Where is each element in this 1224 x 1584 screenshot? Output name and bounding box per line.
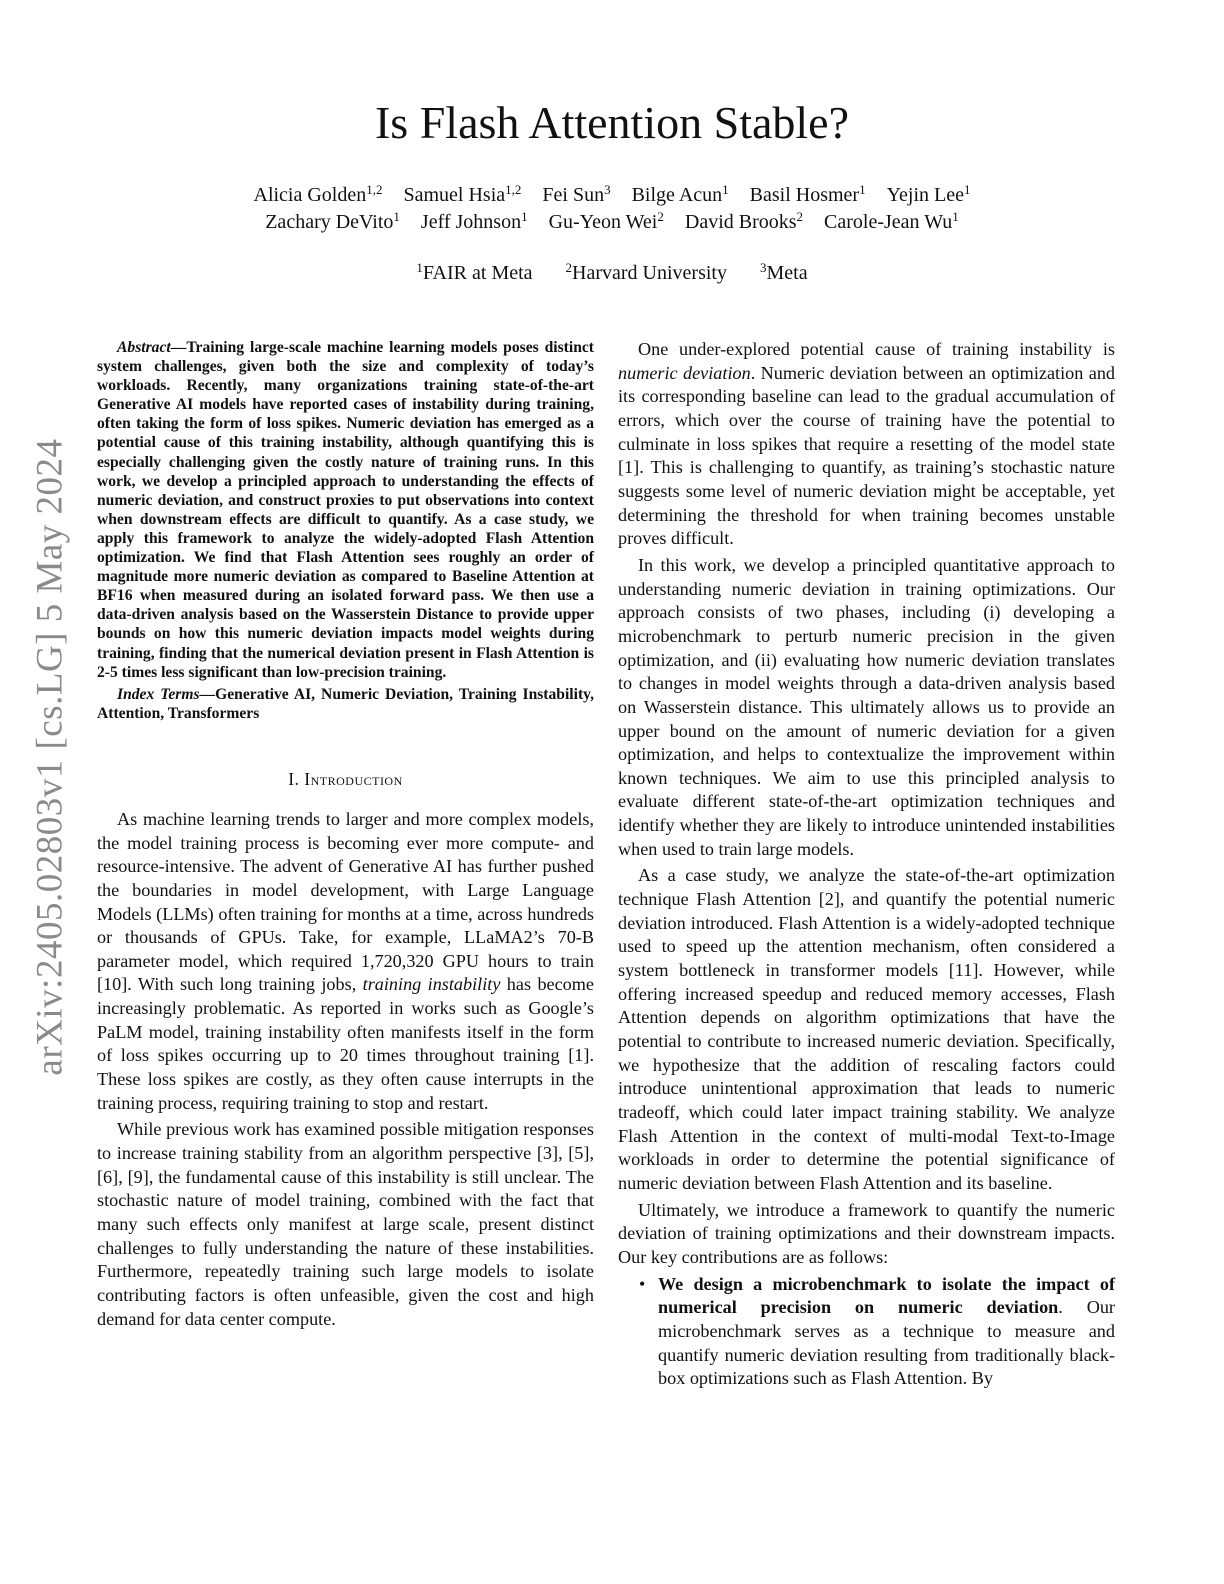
author: David Brooks$^2$ <box>684 209 804 233</box>
arxiv-identifier: arXiv:2405.02803v1 [cs.LG] 5 May 2024 <box>29 438 71 1076</box>
author: Jeff Johnson$^1$ <box>420 209 528 233</box>
author-list-row-2 <box>150 209 1074 236</box>
list-item: • We design a microbenchmark to isolate the impact of numerical precision on numeric deviation. Our microbenchmark serves as a technique to measure and quantify numeric deviation resulting from traditionally black-box optimizations such as Flash Attention. By <box>639 1273 1115 1389</box>
affiliation: $^3$Meta <box>759 260 808 284</box>
left-column <box>97 338 594 1334</box>
body-paragraph: In this work, we develop a principled quantitative approach to understanding numeric deviation in training optimizations. Our approach consists of two phases, including (i) developing a microbenchmark to perturb numeric precision in the given optimization, and (ii) evaluating how numeric deviation translates to changes in model weights through a data-driven analysis based on Wasserstein distance. This ultimately allows us to provide an upper bound on the amount of numeric deviation for a given optimization, and helps to contextualize the improvement within known techniques. We aim to use this principled analysis to evaluate different state-of-the-art optimization techniques and identify whether they are likely to introduce unintended instabilities when used to train large models. <box>618 554 1115 859</box>
body-paragraph: While previous work has examined possible mitigation responses to increase training stability from an algorithm perspective [3], [5], [6], [9], the fundamental cause of this instability is still unclear. The stochastic nature of model training, combined with the fact that many such effects only manifest at large scale, present distinct challenges to fully understanding the nature of these instabilities. Furthermore, repeatedly training such large models to isolate contributing factors is often unfeasible, given the cost and high demand for data center compute. <box>97 1119 594 1329</box>
author: Yejin Lee$^1$ <box>886 182 971 206</box>
author: Alicia Golden$^{1,2}$ <box>253 182 383 206</box>
author: Bilge Acun$^1$ <box>631 182 729 206</box>
body-paragraph: As a case study, we analyze the state-of-the-art optimization technique Flash Attention [2], and quantify the potential numeric deviation introduced. Flash Attention is a widely-adopted technique used to speed up the attention mechanism, often considered a system bottleneck in transformer models [11]. However, while offering increased speedup and reduced memory accesses, Flash Attention depends on algorithm optimizations that have the potential to contribute to increased numeric deviation. Specifically, we hypothesize that the addition of rescaling factors could introduce unintentional approximation that leads to numeric tradeoff, which could later impact training stability. We analyze Flash Attention in the context of multi-modal Text-to-Image workloads in order to determine the potential significance of numeric deviation between Flash Attention and its baseline. <box>618 865 1115 1193</box>
affiliation: $^2$Harvard University <box>565 260 727 284</box>
affiliation: $^1$FAIR at Meta <box>416 260 533 284</box>
author: Carole-Jean Wu$^1$ <box>824 209 959 233</box>
arxiv-watermark <box>22 412 78 1102</box>
contributions-list <box>618 1273 1115 1391</box>
author: Samuel Hsia$^{1,2}$ <box>403 182 522 206</box>
index-terms: Index Terms—Generative AI, Numeric Deviation, Training Instability, Attention, Transformers <box>97 685 594 722</box>
body-paragraph: Ultimately, we introduce a framework to quantify the numeric deviation of training optimizations and their downstream impacts. Our key contributions are as follows: <box>618 1199 1115 1267</box>
right-column <box>618 338 1115 1391</box>
abstract: Abstract—Training large-scale machine learning models poses distinct system challenges, given both the size and complexity of today’s workloads. Recently, many organizations training state-of-the-art Generative AI models have reported cases of instability during training, often taking the form of loss spikes. Numeric deviation has emerged as a potential cause of this training instability, although quantifying this is especially challenging given the costly nature of training runs. In this work, we develop a principled approach to understanding the effects of numeric deviation, and construct proxies to put observations into context when downstream effects are difficult to quantify. As a case study, we apply this framework to analyze the widely-adopted Flash Attention optimization. We find that Flash Attention sees roughly an order of magnitude more numeric deviation as compared to Baseline Attention at BF16 when measured during an isolated forward pass. We then use a data-driven analysis based on the Wasserstein Distance to provide upper bounds on how this numeric deviation impacts model weights during training, finding that the numerical deviation present in Flash Attention is 2-5 times less significant than low-precision training. <box>97 339 594 681</box>
body-paragraph: As machine learning trends to larger and more complex models, the model training process is becoming ever more compute- and resource-intensive. The advent of Generative AI has further pushed the boundaries in model development, with Large Language Models (LLMs) often training for months at a time, across hundreds or thousands of GPUs. Take, for example, LLaMA2’s 70-B parameter model, which required 1,720,320 GPU hours to train [10]. With such long training jobs, training instability has become increasingly problematic. As reported in works such as Google’s PaLM model, training instability often manifests itself in the form of loss spikes occurring up to 20 times throughout training [1]. These loss spikes are costly, as they often cause interrupts in the training process, requiring training to stop and restart. <box>97 808 594 1113</box>
author: Basil Hosmer$^1$ <box>749 182 866 206</box>
author: Gu-Yeon Wei$^2$ <box>548 209 664 233</box>
author: Fei Sun$^3$ <box>542 182 611 206</box>
section-heading-introduction: I. Introduction <box>288 768 403 789</box>
paper-title: Is Flash Attention Stable? <box>374 97 849 148</box>
affiliations <box>150 262 1074 285</box>
body-paragraph: One under-explored potential cause of training instability is numeric deviation. Numeric deviation between an optimization and its corresponding baseline can lead to the gradual accumulation of errors, which over the course of training have the potential to culminate in loss spikes that require a resetting of the model state [1]. This is challenging to quantify, as training’s stochastic nature suggests some level of numeric deviation might be acceptable, yet determining the threshold for when training becomes unstable proves difficult. <box>618 339 1116 549</box>
bullet-icon: • <box>639 1273 646 1294</box>
author-list-row-1 <box>150 182 1074 209</box>
author: Zachary DeVito$^1$ <box>265 209 400 233</box>
